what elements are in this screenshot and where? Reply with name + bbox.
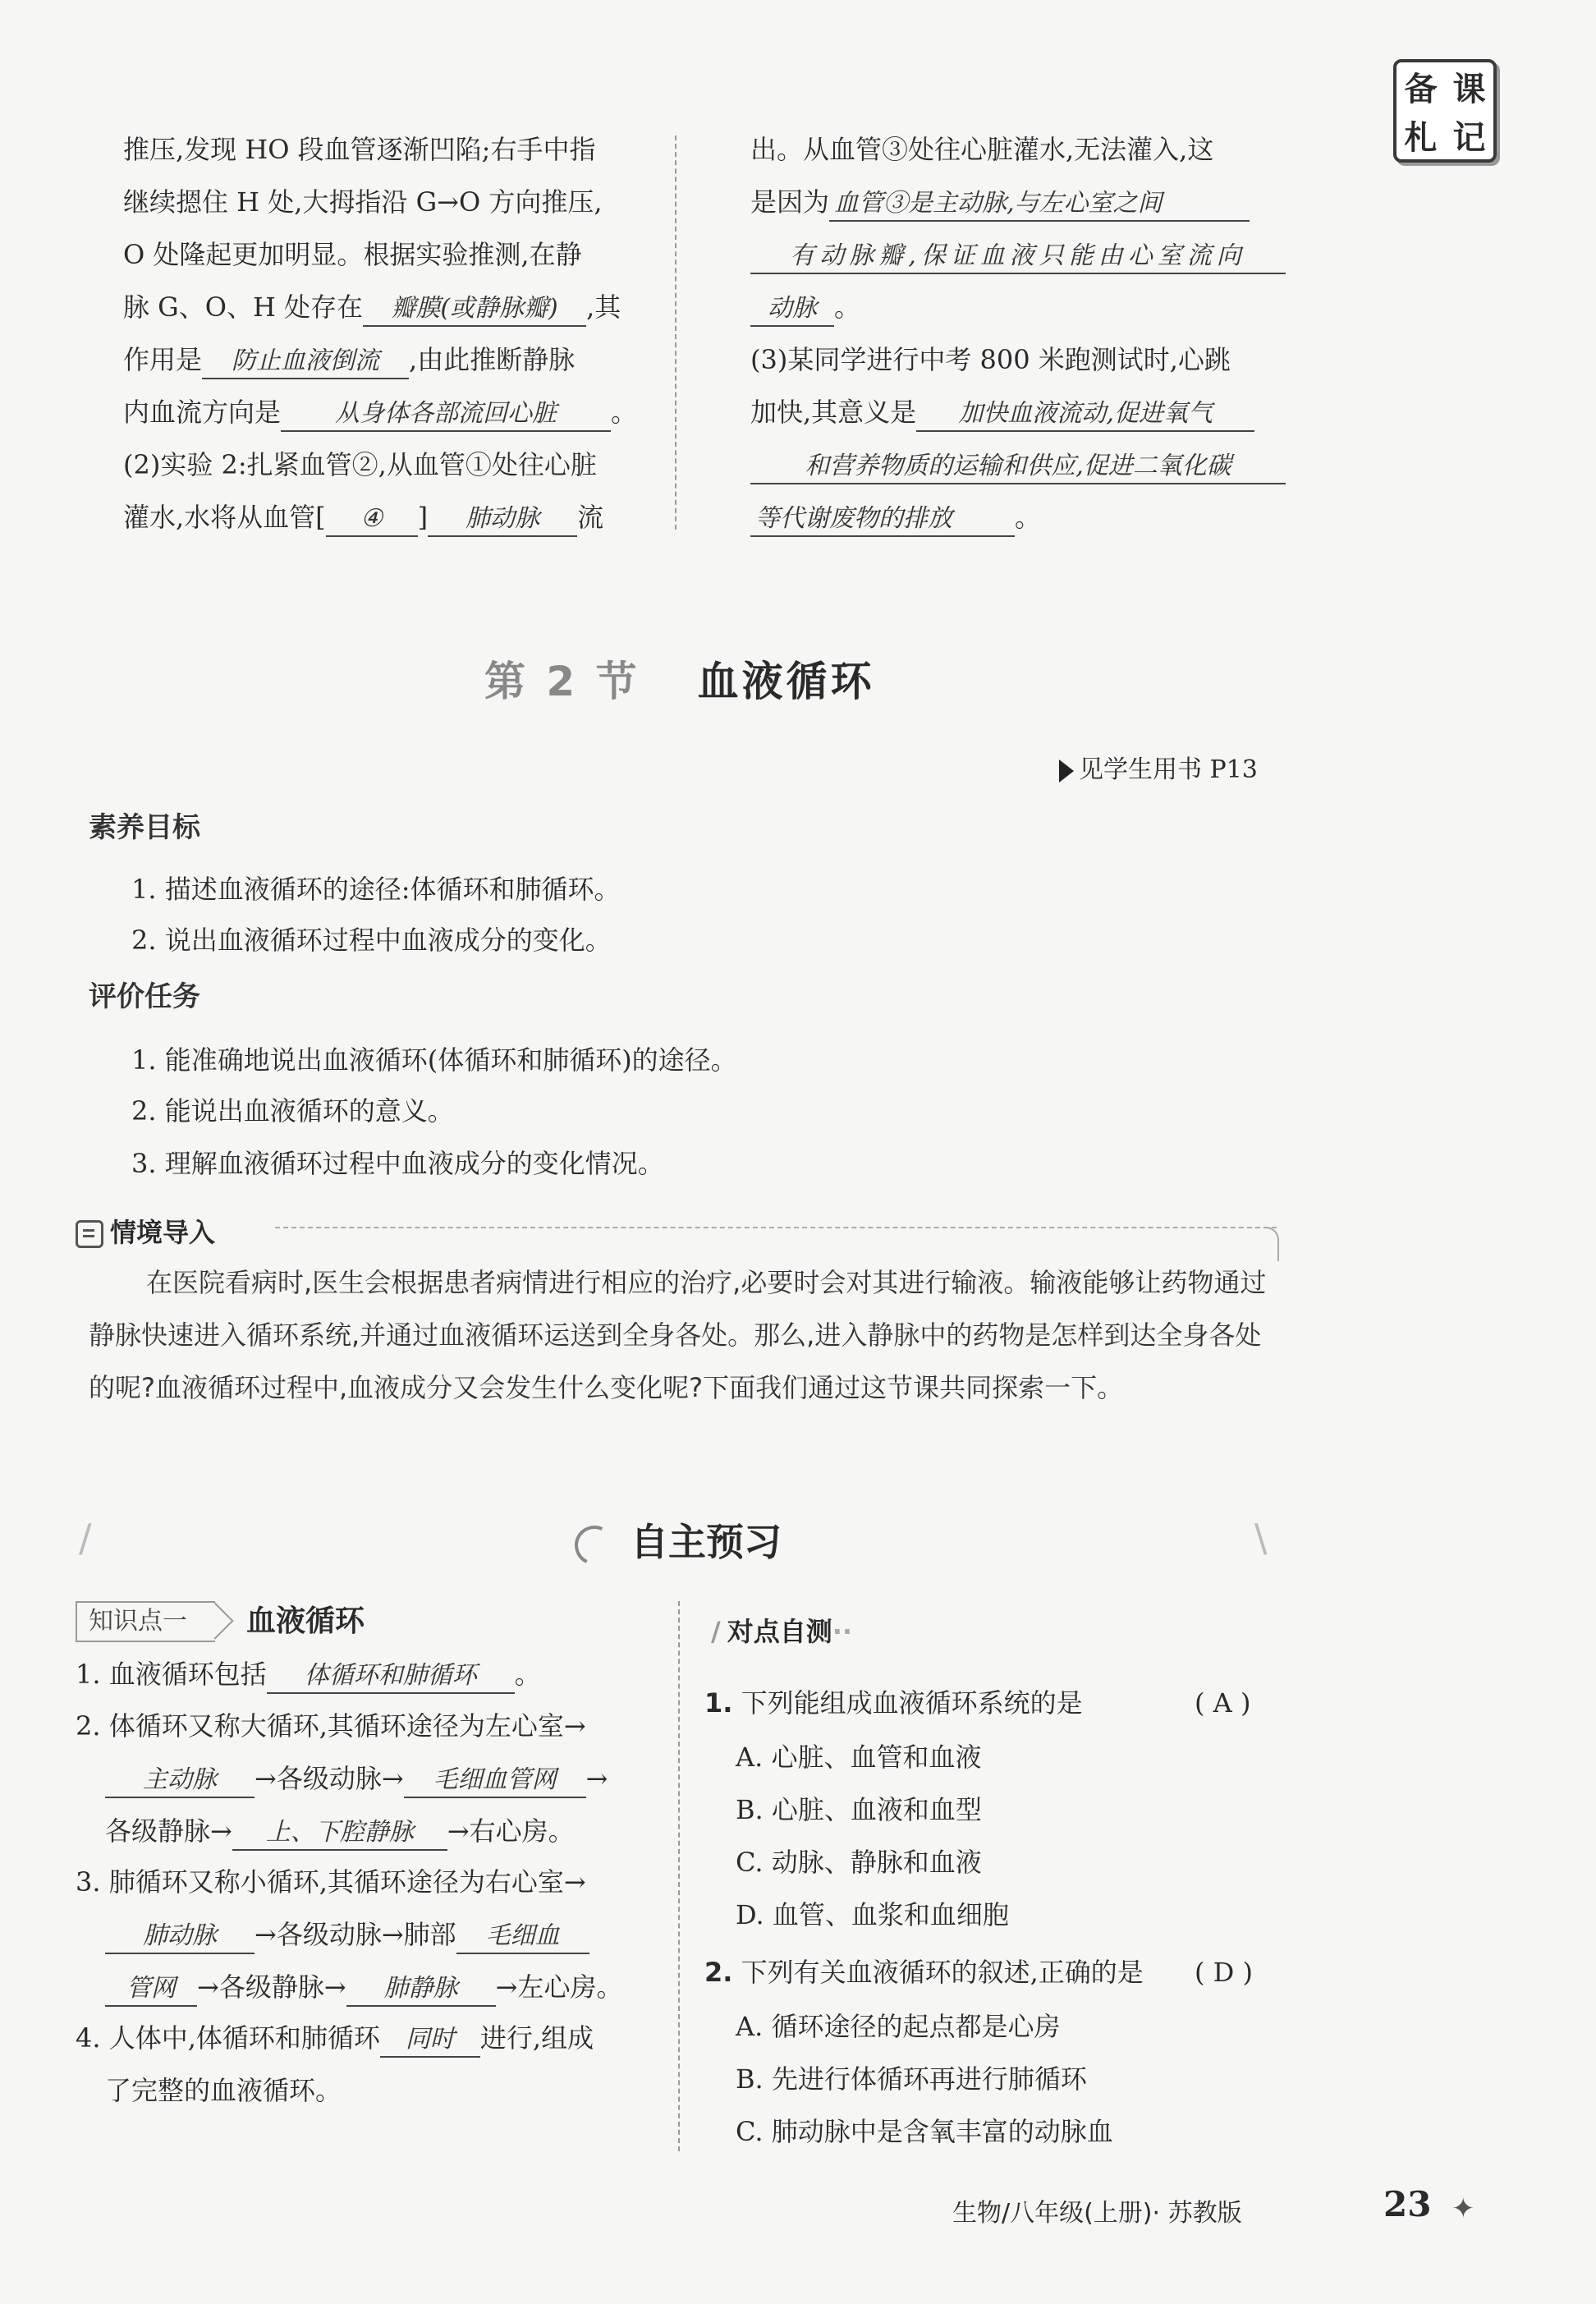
answer-blank: 肺动脉 <box>105 1920 255 1954</box>
answer-blank: 管网 <box>105 1972 197 2007</box>
document-icon <box>76 1220 103 1248</box>
answer-blank: 体循环和肺循环 <box>267 1659 515 1694</box>
answer-blank: 动脉 <box>750 292 834 327</box>
option: D. 血管、血浆和血细胞 <box>736 1899 1009 1930</box>
goal-item: 2. 说出血液循环过程中血液成分的变化。 <box>131 925 612 956</box>
answer-blank: 肺动脉 <box>428 503 577 537</box>
answer-blank: 从身体各部流回心脏 <box>281 397 611 432</box>
option: A. 心脏、血管和血液 <box>736 1742 982 1773</box>
question-1: 1. 下列能组成血液循环系统的是 <box>704 1687 1083 1719</box>
option: C. 动脉、静脉和血液 <box>736 1847 982 1878</box>
option: B. 心脏、血液和血型 <box>736 1794 982 1825</box>
divider <box>275 1227 1277 1228</box>
answer-blank: 血管③是主动脉,与左心室之间 <box>829 187 1250 222</box>
option: A. 循环途径的起点都是心房 <box>736 2011 1061 2042</box>
knowledge-line: 管网 →各级静脉→ 肺静脉 →左心房。 <box>105 1967 622 2007</box>
text-line: (2)实验 2:扎紧血管②,从血管①处往心脏 <box>123 449 597 480</box>
answer-blank: 毛细血 <box>456 1920 589 1954</box>
intro-paragraph: 在医院看病时,医生会根据患者病情进行相应的治疗,必要时会对其进行输液。输液能够让药物通过静脉快速进入循环系统,并通过血液循环运送到全身各处。那么,进入静脉中的药物是怎样到达全身各处的呢?血液循环过程中,血液成分又会发生什么变化呢?下面我们通过这节课共同探索一下。 <box>89 1267 1267 1403</box>
text-line: 推压,发现 HO 段血管逐渐凹陷;右手中指 <box>123 134 596 165</box>
knowledge-line: 肺动脉 →各级动脉→肺部 毛细血 <box>105 1915 589 1954</box>
knowledge-line: 2. 体循环又称大循环,其循环途径为左心室→ <box>76 1710 586 1742</box>
triangle-icon <box>1059 760 1074 783</box>
option: C. 肺动脉中是含氧丰富的动脉血 <box>736 2116 1113 2147</box>
knowledge-line: 1. 血液循环包括 体循环和肺循环 。 <box>76 1655 541 1694</box>
knowledge-point-label: 知识点一 <box>76 1601 215 1642</box>
question-2: 2. 下列有关血液循环的叙述,正确的是 <box>704 1957 1144 1988</box>
task-item: 2. 能说出血液循环的意义。 <box>131 1095 454 1127</box>
text-line: (3)某同学进行中考 800 米跑测试时,心跳 <box>750 344 1231 375</box>
answer-blank: 主动脉 <box>105 1764 255 1798</box>
badge-char: 札 <box>1404 119 1438 157</box>
swirl-icon <box>569 1520 620 1571</box>
answer-blank: 等代谢废物的排放 <box>750 503 1015 537</box>
knowledge-line: 主动脉 →各级动脉→ 毛细血管网 → <box>105 1759 608 1798</box>
text-line: 是因为 血管③是主动脉,与左心室之间 <box>750 182 1250 222</box>
text-line: O 处隆起更加明显。根据实验推测,在静 <box>123 239 582 270</box>
badge-char: 记 <box>1452 119 1486 157</box>
answer-blank: 和营养物质的运输和供应,促进二氧化碳 <box>750 450 1286 484</box>
knowledge-line: 了完整的血液循环。 <box>105 2075 342 2106</box>
answer-blank: 同时 <box>380 2023 480 2058</box>
text-line: 脉 G、O、H 处存在 瓣膜(或静脉瓣) ,其 <box>123 287 621 327</box>
text-line: 作用是 防止血液倒流 ,由此推断静脉 <box>123 340 575 379</box>
text-line: 内血流方向是 从身体各部流回心脏 。 <box>123 392 637 432</box>
selftest-heading: / 对点自测·· <box>711 1616 853 1647</box>
knowledge-line: 3. 肺循环又称小循环,其循环途径为右心室→ <box>76 1866 586 1898</box>
option: B. 先进行体循环再进行肺循环 <box>736 2063 1087 2095</box>
answer-blank: 瓣膜(或静脉瓣) <box>363 292 586 327</box>
answer-blank: 上、下腔静脉 <box>232 1816 447 1851</box>
goal-item: 1. 描述血液循环的途径:体循环和肺循环。 <box>131 874 621 905</box>
footer-text: 生物/八年级(上册)· 苏教版 <box>952 2199 1242 2228</box>
preview-title: 自主预习 <box>575 1512 782 1567</box>
knowledge-line: 各级静脉→ 上、下腔静脉 →右心房。 <box>105 1811 575 1851</box>
slash-decoration: / <box>79 1516 92 1560</box>
column-divider <box>678 1601 680 2151</box>
question-1-answer: ( A ) <box>1195 1687 1251 1719</box>
badge-char: 课 <box>1452 71 1486 108</box>
answer-blank: 肺静脉 <box>346 1972 496 2007</box>
text-line: 出。从血管③处往心脏灌水,无法灌入,这 <box>750 134 1214 165</box>
tasks-heading: 评价任务 <box>89 980 200 1013</box>
text-line: 等代谢废物的排放 。 <box>750 498 1041 537</box>
star-icon: ✦ <box>1452 2192 1475 2225</box>
answer-blank: 毛细血管网 <box>404 1764 586 1798</box>
task-item: 1. 能准确地说出血液循环(体循环和肺循环)的途径。 <box>131 1044 737 1076</box>
reference-link <box>1059 749 1258 785</box>
section-name: 血液循环 <box>697 658 875 705</box>
text-line: 动脉 。 <box>750 287 860 327</box>
answer-blank: 加快血液流动,促进氧气 <box>916 397 1254 432</box>
column-divider <box>675 135 676 530</box>
knowledge-point-title: 血液循环 <box>246 1604 365 1638</box>
question-2-answer: ( D ) <box>1195 1957 1253 1988</box>
answer-blank: 防止血液倒流 <box>202 345 409 379</box>
badge-char: 备 <box>1404 71 1438 108</box>
slash-decoration: \ <box>1254 1516 1268 1560</box>
note-badge <box>1393 59 1497 163</box>
text-line: 加快,其意义是 加快血液流动,促进氧气 <box>750 392 1254 432</box>
answer-blank: ④ <box>326 503 418 537</box>
section-number: 第 2 节 <box>484 658 640 705</box>
section-title <box>484 649 875 708</box>
task-item: 3. 理解血液循环过程中血液成分的变化情况。 <box>131 1148 664 1179</box>
text-line: 继续摁住 H 处,大拇指沿 G→O 方向推压, <box>123 186 603 218</box>
text-line <box>750 235 1286 274</box>
answer-blank: 有动脉瓣,保证血液只能由心室流向 <box>750 240 1286 274</box>
knowledge-line: 4. 人体中,体循环和肺循环 同时 进行,组成 <box>76 2018 594 2058</box>
page-number: 23 <box>1383 2184 1432 2224</box>
text-line: 灌水,水将从血管[ ④ ] 肺动脉 流 <box>123 498 603 537</box>
intro-heading: 情境导入 <box>76 1212 215 1250</box>
text-line <box>750 445 1286 484</box>
goals-heading: 素养目标 <box>89 811 200 844</box>
reference-text: 见学生用书 P13 <box>1079 755 1258 784</box>
